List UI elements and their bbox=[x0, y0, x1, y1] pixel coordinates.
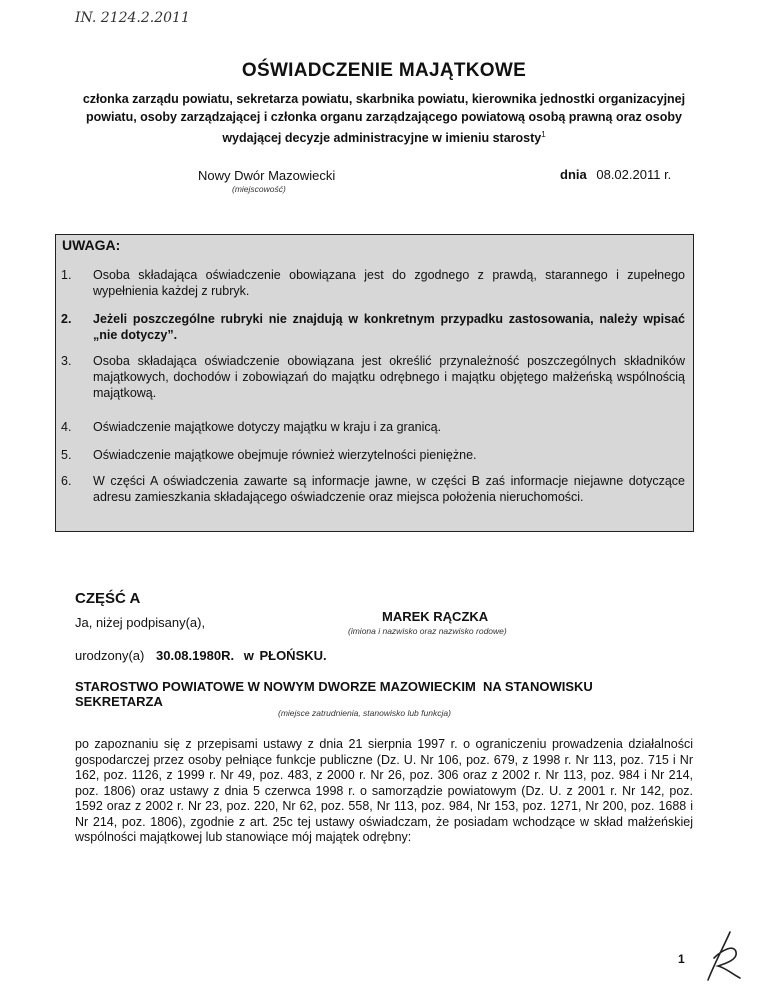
notice-item bbox=[61, 353, 685, 401]
declarant-name: MAREK RĄCZKA bbox=[382, 609, 489, 624]
legal-paragraph: po zapoznaniu się z przepisami ustawy z dnia 21 sierpnia 1997 r. o ograniczeniu prowadzenia działalności gospodarczej przez osoby pełniące funkcje publiczne (Dz. U. Nr 106, poz. 679, z 1998 r. Nr 113, poz. 715 i Nr 162, poz. 1126, z 1999 r. Nr 49, poz. 483, z 2000 r. Nr 26, poz. 306 oraz z 2002 r. Nr 113, poz. 984 i Nr 214, poz. 1806) oraz ustawy z dnia 5 czerwca 1998 r. o samorządzie powiatowym (Dz. U. z 2001 r. Nr 142, poz. 1592 oraz z 2002 r. Nr 23, poz. 220, Nr 62, poz. 558, Nr 113, poz. 984, Nr 153, poz. 1271, Nr 200, poz. 1688 i Nr 214, poz. 1806), zgodnie z art. 25c tej ustawy oświadczam, że posiadam wchodzące w skład małżeńskiej wspólności majątkowej lub stanowiące mój majątek odrębny: bbox=[75, 737, 693, 844]
employment-line-2: SEKRETARZA bbox=[75, 694, 163, 709]
employment-caption: (miejsce zatrudnienia, stanowisko lub funkcja) bbox=[278, 708, 451, 718]
notice-item-text: Jeżeli poszczególne rubryki nie znajdują w konkretnym przypadku zastosowania, należy wpisać „nie dotyczy”. bbox=[93, 312, 685, 342]
subtitle-text: członka zarządu powiatu, sekretarza powiatu, skarbnika powiatu, kierownika jednostki organizacyjnej powiatu, osoby zarządzającej i członka organu zarządzającego powiatową osobą prawną oraz osoby wydającej decyzje administracyjne w imieniu starosty bbox=[82, 92, 686, 146]
notice-heading: UWAGA: bbox=[62, 237, 121, 253]
place-caption: (miejscowość) bbox=[232, 184, 286, 194]
notice-item bbox=[61, 311, 685, 343]
document-subtitle bbox=[60, 90, 708, 147]
declarant-caption: (imiona i nazwisko oraz nazwisko rodowe) bbox=[348, 626, 507, 636]
notice-item bbox=[61, 447, 685, 463]
declarant-label: Ja, niżej podpisany(a), bbox=[75, 615, 206, 630]
notice-box bbox=[55, 234, 694, 532]
notice-item-text: Osoba składająca oświadczenie obowiązana jest do zgodnego z prawdą, starannego i zupełnego wypełnienia każdej z rubryk. bbox=[93, 268, 685, 298]
document-title: OŚWIADCZENIE MAJĄTKOWE bbox=[241, 60, 527, 81]
employment-line-1: STAROSTWO POWIATOWE W NOWYM DWORZE MAZOWIECKIM NA STANOWISKU bbox=[75, 679, 593, 694]
notice-item-number: 4. bbox=[61, 420, 72, 434]
place-value: Nowy Dwór Mazowiecki bbox=[198, 168, 336, 183]
notice-item-text: W części A oświadczenia zawarte są informacje jawne, w części B zaś informacje niejawne dotyczące adresu zamieszkania składającego oświadczenie oraz miejsca położenia nieruchomości. bbox=[93, 474, 685, 504]
notice-item-number: 3. bbox=[61, 354, 72, 368]
part-a-heading: CZĘŚĆ A bbox=[75, 590, 141, 607]
born-in-label: w bbox=[243, 648, 254, 663]
subtitle-footnote: 1 bbox=[541, 130, 546, 139]
birth-line bbox=[75, 648, 327, 663]
notice-item-text: Oświadczenie majątkowe obejmuje również wierzytelności pieniężne. bbox=[93, 448, 477, 462]
born-place: PŁOŃSKU. bbox=[259, 648, 327, 663]
signature-initial bbox=[700, 928, 748, 984]
notice-item-text: Osoba składająca oświadczenie obowiązana jest określić przynależność poszczególnych składników majątkowych, dochodów i zobowiązań do majątku odrębnego i majątku objętego małżeńską wspólnością majątkową. bbox=[93, 354, 685, 400]
notice-item-number: 1. bbox=[61, 268, 72, 282]
date-label: dnia bbox=[560, 167, 587, 182]
registry-mark: IN. 2124.2.2011 bbox=[75, 10, 190, 26]
notice-item-number: 6. bbox=[61, 474, 72, 488]
born-date: 30.08.1980R. bbox=[156, 648, 235, 663]
date-value: 08.02.2011 r. bbox=[596, 167, 672, 182]
notice-item bbox=[61, 473, 685, 505]
notice-item-number: 2. bbox=[61, 312, 72, 326]
born-label: urodzony(a) bbox=[75, 648, 145, 663]
page-number: 1 bbox=[678, 952, 685, 966]
notice-item-number: 5. bbox=[61, 448, 72, 462]
notice-item bbox=[61, 419, 685, 435]
notice-item bbox=[61, 267, 685, 299]
notice-item-text: Oświadczenie majątkowe dotyczy majątku w kraju i za granicą. bbox=[93, 420, 442, 434]
date-field bbox=[560, 167, 671, 182]
